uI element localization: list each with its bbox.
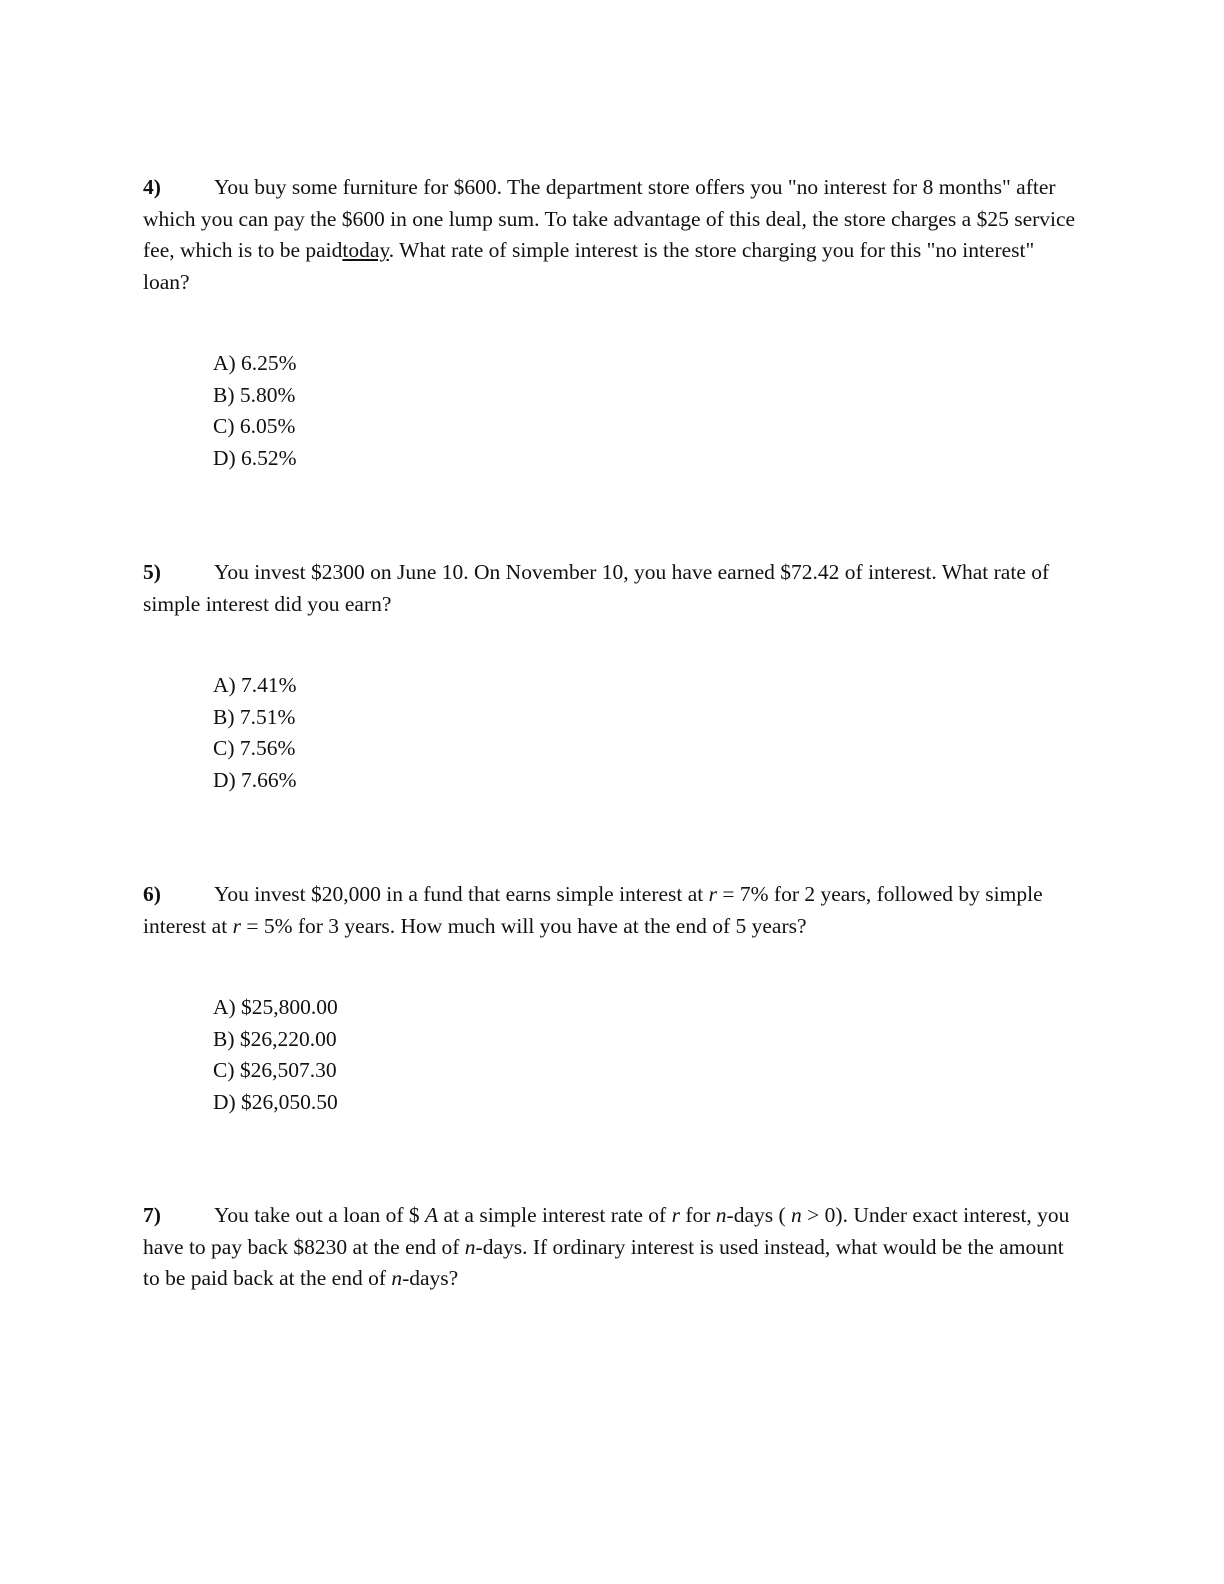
variable-n: n	[464, 1234, 476, 1259]
variable-n: n	[791, 1203, 802, 1227]
question-number: 5)	[143, 560, 161, 584]
question-number: 4)	[143, 175, 161, 199]
question-6-stem: 6) You invest $20,000 in a fund that earns simple interest at r = 7% for 2 years, followed by simple interest at r = 5% for 3 years. How much will you have at the end of 5 years?	[143, 879, 1078, 942]
option-b: B) 5.80%	[213, 382, 296, 407]
answer-options	[213, 670, 297, 796]
answer-options	[213, 992, 338, 1118]
option-b: B) 7.51%	[213, 704, 296, 729]
question-number: 6)	[143, 882, 161, 906]
question-4-stem: 4) You buy some furniture for $600. The department store offers you "no interest for 8 months" after which you can pay the $600 in one lump sum. To take advantage of this deal, the store charges a $25 service fee, which is to be paidtoday. What rate of simple interest is the store charging you for this "no interest" loan?	[143, 172, 1078, 298]
variable-r: r	[671, 1203, 680, 1227]
question-5	[143, 557, 1078, 792]
option-b: B) $26,220.00	[213, 1026, 337, 1051]
variable-n: n	[391, 1266, 403, 1290]
question-7-stem: 7) You take out a loan of $ A at a simple interest rate of r for n-days ( n > 0). Under exact interest, you have to pay back $8230 at the end of n-days. If ordinary interest is used instead, what would be the amount to be paid back at the end of n-days?	[143, 1200, 1078, 1295]
variable-n: n	[715, 1203, 727, 1227]
variable-a: A	[425, 1203, 439, 1227]
underlined-word: today	[342, 238, 389, 262]
question-4	[143, 172, 1078, 470]
option-a: A) 7.41%	[213, 673, 297, 697]
option-c: C) $26,507.30	[213, 1058, 337, 1082]
option-c: C) 7.56%	[213, 736, 296, 760]
option-a: A) $25,800.00	[213, 995, 338, 1019]
question-5-stem: 5) You invest $2300 on June 10. On November 10, you have earned $72.42 of interest. What rate of simple interest did you earn?	[143, 557, 1078, 620]
question-6	[143, 879, 1078, 1114]
option-d: D) 6.52%	[213, 445, 297, 470]
variable-r: r	[708, 882, 718, 906]
option-d: D) $26,050.50	[213, 1089, 338, 1114]
option-c: C) 6.05%	[213, 414, 296, 438]
question-7	[143, 1200, 1078, 1295]
question-number: 7)	[143, 1203, 161, 1227]
option-a: A) 6.25%	[213, 351, 297, 375]
answer-options	[213, 348, 297, 474]
variable-r: r	[232, 913, 241, 938]
option-d: D) 7.66%	[213, 767, 297, 792]
